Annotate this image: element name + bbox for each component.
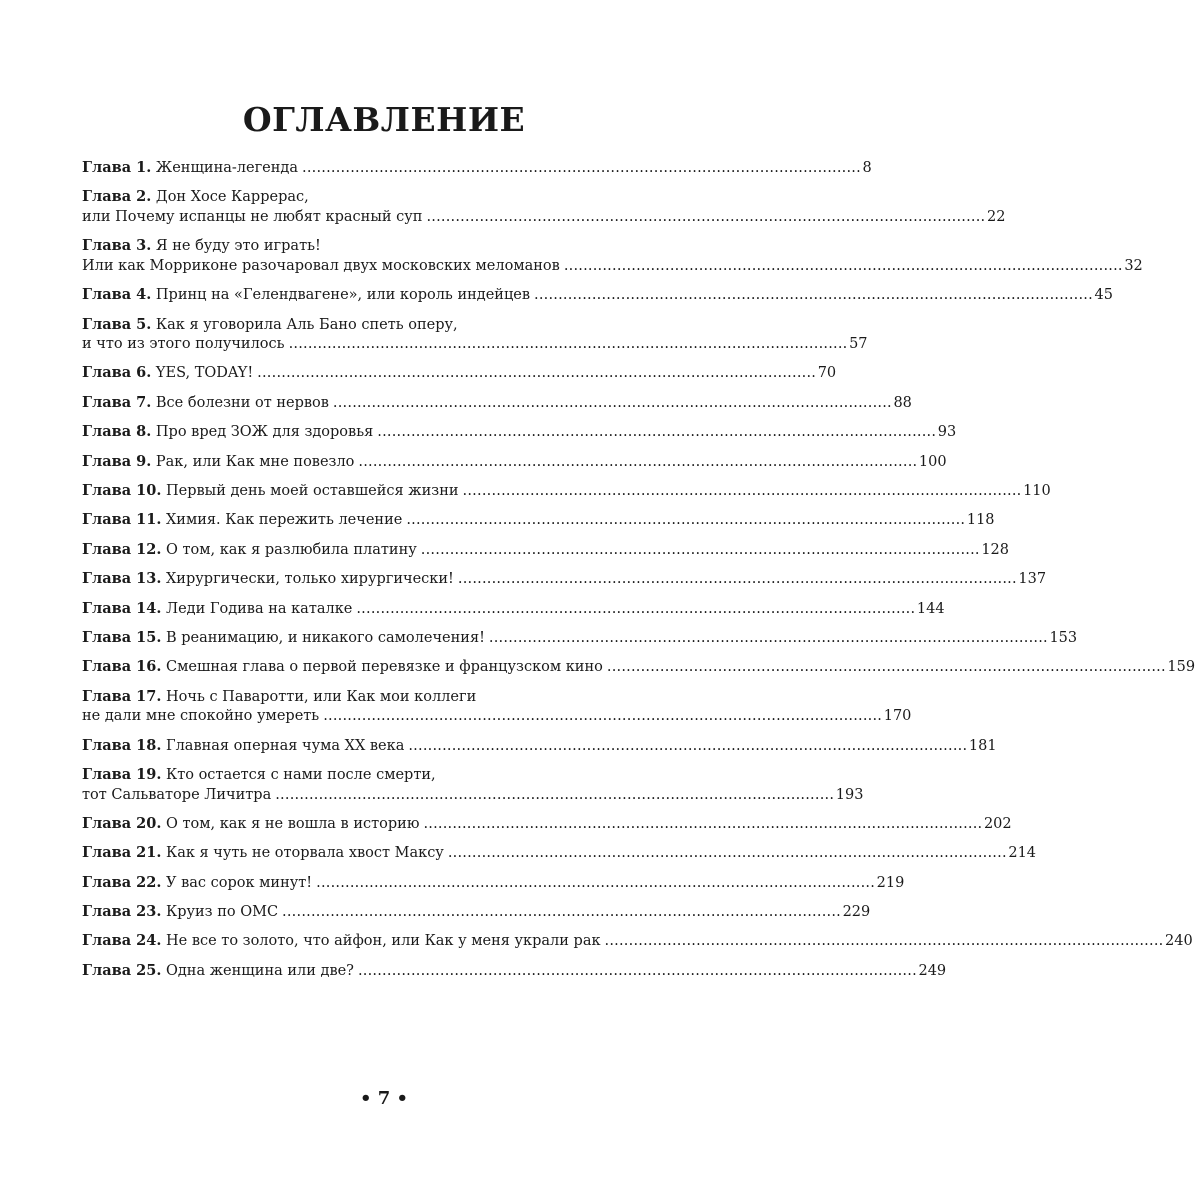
chapter-title: Круиз по ОМС [165,904,279,921]
chapter-title: Смешная глава о первой перевязке и французском кино [165,659,603,676]
chapter-page-number: 45 [1094,287,1113,304]
chapter-label: Глава 1. [82,159,152,176]
toc-entry[interactable] [82,657,1195,678]
chapter-label: Глава 3. [82,237,152,255]
page-number: • 7 • [359,1088,409,1109]
chapter-title: О том, как я не вошла в историю [165,815,420,832]
chapter-title: Или как Морриконе разочаровал двух московских меломанов [82,257,560,274]
chapter-page-number: 57 [849,336,868,353]
dot-leader [323,707,880,727]
dot-leader [316,874,873,894]
chapter-title: Женщина-легенда [155,160,299,176]
chapter-title: У вас сорок минут! [165,874,313,891]
chapter-label: Глава 18. [82,736,162,754]
chapter-page-number: 70 [817,365,837,382]
dot-leader [358,453,915,473]
chapter-title: Одна женщина или две? [165,962,354,979]
chapter-label: Глава 21. [82,844,162,862]
dot-leader [605,932,1162,952]
dot-leader [489,629,1046,649]
dot-leader [406,511,963,531]
toc-entry[interactable] [82,873,905,894]
toc-entry[interactable] [82,540,1009,561]
chapter-label: Глава 23. [82,903,162,921]
chapter-title-line: Как я уговорила Аль Бано спеть оперу, [155,316,458,333]
toc-entry[interactable] [82,736,997,757]
chapter-title: или Почему испанцы не любят красный суп [82,208,423,225]
toc-entry[interactable] [82,452,947,473]
toc-entry[interactable] [82,931,1193,952]
toc-entry[interactable] [82,687,912,727]
chapter-page-number: 214 [1008,845,1037,862]
chapter-page-number: 202 [983,815,1012,832]
chapter-page-number: 249 [918,962,947,979]
dot-leader [458,570,1015,590]
chapter-page-number: 110 [1023,483,1051,500]
chapter-label: Глава 10. [82,482,162,500]
chapter-page-number: 100 [918,453,947,470]
chapter-page-number: 128 [981,541,1009,558]
chapter-page-number: 118 [966,512,995,529]
chapter-label: Глава 24. [82,932,162,950]
chapter-page-number: 159 [1167,659,1195,676]
chapter-label: Глава 9. [82,452,152,470]
chapter-label: Глава 22. [82,873,162,891]
chapter-title-line: Я не буду это играть! [155,238,321,255]
chapter-title: Не все то золото, что айфон, или Как у меня украли рак [165,933,601,950]
chapter-label: Глава 20. [82,814,162,832]
chapter-label: Глава 6. [82,364,152,382]
chapter-title: Главная оперная чума XX века [165,737,405,754]
toc-entry[interactable] [82,422,957,443]
chapter-label: Глава 13. [82,570,162,588]
chapter-label: Глава 8. [82,423,152,441]
chapter-page-number: 229 [842,904,871,921]
chapter-title: Химия. Как пережить лечение [165,512,403,529]
table-of-contents [82,158,1195,990]
toc-entry[interactable] [82,315,868,355]
chapter-title: В реанимацию, и никакого самолечения! [165,629,485,646]
dot-leader [534,286,1091,306]
dot-leader [607,658,1164,678]
toc-entry[interactable] [82,363,837,384]
toc-entry[interactable] [82,510,995,531]
toc-entry[interactable] [82,285,1113,306]
chapter-label: Глава 5. [82,315,152,333]
chapter-page-number: 32 [1124,257,1143,274]
dot-leader [333,394,890,414]
chapter-page-number: 181 [968,737,997,754]
dot-leader [564,257,1121,277]
chapter-title: Принц на «Гелендвагене», или король индейцев [155,287,531,304]
chapter-page-number: 153 [1049,629,1078,646]
dot-leader [423,815,980,835]
chapter-title: тот Сальваторе Личитра [82,786,272,803]
toc-entry[interactable] [82,187,1006,227]
chapter-title: не дали мне спокойно умереть [82,708,320,725]
dot-leader [448,844,1005,864]
chapter-label: Глава 2. [82,188,152,206]
chapter-label: Глава 12. [82,540,162,558]
chapter-label: Глава 7. [82,393,152,411]
chapter-page-number: 144 [916,600,945,617]
chapter-title: Про вред ЗОЖ для здоровья [155,424,374,441]
dot-leader [408,737,965,757]
chapter-title: и что из этого получилось [82,336,285,353]
chapter-page-number: 93 [937,424,957,441]
toc-entry[interactable] [82,765,864,805]
chapter-title: Как я чуть не оторвала хвост Максу [165,845,444,862]
chapter-label: Глава 19. [82,766,162,784]
chapter-page-number: 8 [862,160,872,176]
dot-leader [377,423,934,443]
chapter-label: Глава 25. [82,961,162,979]
chapter-title: Рак, или Как мне повезло [155,453,355,470]
toc-entry[interactable] [82,393,912,414]
toc-entry[interactable] [82,843,1037,864]
chapter-title: Первый день моей оставшейся жизни [165,483,459,500]
page-title: ОГЛАВЛЕНИЕ [242,100,526,139]
chapter-title-line: Дон Хосе Каррерас, [155,189,309,206]
chapter-label: Глава 15. [82,628,162,646]
chapter-label: Глава 16. [82,658,162,676]
toc-entry[interactable] [82,902,871,923]
dot-leader [426,208,983,228]
chapter-page-number: 219 [876,874,905,891]
chapter-title: Леди Годива на каталке [165,600,353,617]
chapter-page-number: 193 [835,786,864,803]
toc-entry[interactable] [82,961,947,982]
toc-entry[interactable] [82,158,872,179]
dot-leader [275,786,832,806]
chapter-label: Глава 4. [82,286,152,304]
toc-entry[interactable] [82,236,1143,276]
chapter-label: Глава 11. [82,511,162,529]
dot-leader [289,335,846,355]
chapter-label: Глава 14. [82,599,162,617]
dot-leader [356,600,913,620]
chapter-label: Глава 17. [82,687,162,705]
chapter-page-number: 22 [986,208,1006,225]
chapter-title: Все болезни от нервов [155,394,329,411]
dot-leader [302,159,859,179]
dot-leader [257,364,814,384]
toc-entry[interactable] [82,599,945,620]
dot-leader [358,962,915,982]
toc-entry[interactable] [82,569,1047,590]
toc-entry[interactable] [82,628,1078,649]
chapter-title: YES, TODAY! [155,365,254,382]
dot-leader [421,541,978,561]
dot-leader [463,482,1020,502]
toc-entry[interactable] [82,481,1051,502]
dot-leader [282,903,839,923]
chapter-title: Хирургически, только хирургически! [165,571,454,588]
toc-entry[interactable] [82,814,1012,835]
chapter-page-number: 170 [883,708,912,725]
chapter-title: О том, как я разлюбила платину [165,541,417,558]
chapter-title-line: Ночь с Паваротти, или Как мои коллеги [165,688,477,705]
chapter-page-number: 88 [893,394,912,411]
chapter-page-number: 240 [1165,933,1193,950]
chapter-title-line: Кто остается с нами после смерти, [165,767,436,784]
chapter-page-number: 137 [1018,571,1047,588]
